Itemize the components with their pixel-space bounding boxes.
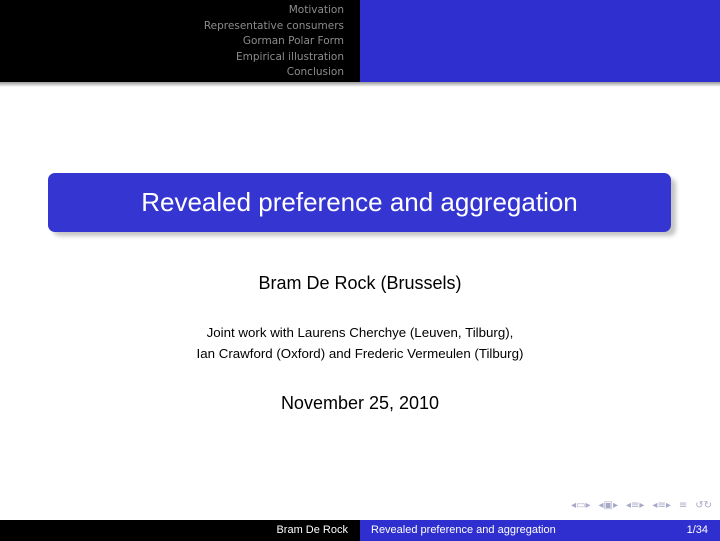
nav-item-gorman-polar-form[interactable]: Gorman Polar Form: [242, 35, 344, 47]
header-bar: [0, 0, 720, 82]
appendix-icon[interactable]: ≡: [678, 500, 688, 511]
footer-author: Bram De Rock: [0, 520, 360, 541]
coauthors: [0, 322, 720, 364]
title-box: [48, 173, 671, 232]
footer-info: [360, 520, 720, 541]
slide-title: Revealed preference and aggregation: [141, 187, 578, 217]
navigation-symbols: [571, 500, 712, 511]
prev-subsection-icon[interactable]: ◂≡▸: [626, 500, 645, 511]
nav-item-representative-consumers[interactable]: Representative consumers: [203, 19, 344, 32]
coauthors-line-1: Joint work with Laurens Cherchye (Leuven, Tilburg),: [206, 325, 514, 340]
coauthors-line-2: Ian Crawford (Oxford) and Frederic Vermeulen (Tilburg): [196, 346, 524, 361]
prev-section-icon[interactable]: ◂≡▸: [652, 500, 671, 511]
nav-item-empirical-illustration[interactable]: Empirical illustration: [236, 50, 344, 63]
header-accent-panel: [360, 0, 720, 82]
search-back-forward-icon[interactable]: ↺↻: [695, 500, 712, 511]
section-navigation: [0, 0, 360, 82]
nav-item-conclusion[interactable]: Conclusion: [286, 66, 344, 78]
nav-item-motivation[interactable]: Motivation: [288, 4, 344, 16]
footer-title: Revealed preference and aggregation: [371, 524, 556, 536]
prev-frame-icon[interactable]: ◂▣▸: [598, 500, 618, 511]
prev-slide-icon[interactable]: ◂▭▸: [571, 500, 591, 511]
header-shadow: [0, 82, 720, 87]
author: Bram De Rock (Brussels): [258, 273, 462, 293]
footer-bar: [0, 520, 720, 541]
page-number: 1/34: [686, 524, 708, 536]
section-list: [204, 3, 344, 81]
date: November 25, 2010: [280, 393, 440, 413]
